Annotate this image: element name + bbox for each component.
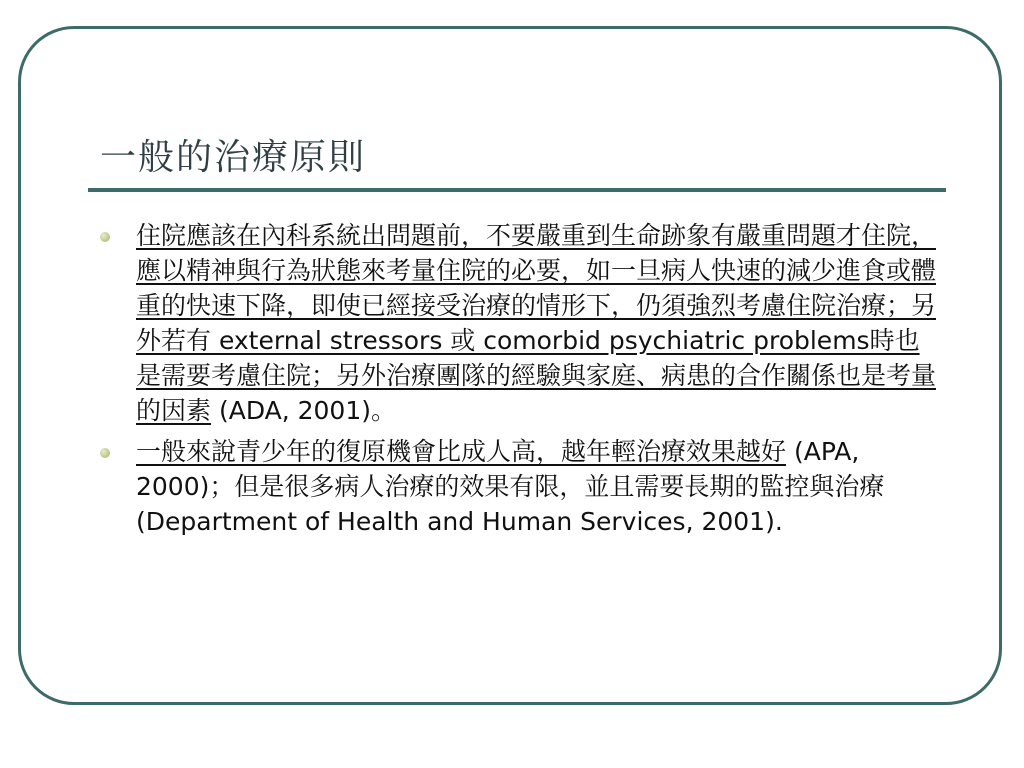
- bullet-underlined-text: 住院應該在內科系統出問題前，不要嚴重到生命跡象有嚴重問題才住院，應以精神與行為狀態來考量住院的必要，如一旦病人快速的減少進食或體重的快速下降，即使已經接受治療的情形下，仍須強烈考慮住院治療；另外若有 external stressors 或 comorbid psychiatric problems時也是需要考慮住院；另外治療團隊的經驗與家庭、病患的合作關係也是考量的因素: [136, 221, 937, 425]
- slide-title: 一般的治療原則: [100, 137, 367, 178]
- bullet-icon: [100, 232, 110, 242]
- title-divider: [88, 188, 946, 192]
- bullet-text: [136, 218, 942, 428]
- bullet-text: [136, 434, 942, 539]
- bullet-underlined-text: 一般來說青少年的復原機會比成人高，越年輕治療效果越好: [136, 437, 787, 466]
- bullet-trailing-text: (APA, 2000)；但是很多病人治療的效果有限，並且需要長期的監控與治療 (Department of Health and Human Services, 2001).: [136, 437, 885, 536]
- bullet-item: [96, 434, 942, 539]
- bullet-list: [96, 218, 942, 545]
- bullet-citation-text: (ADA, 2001)。: [211, 396, 397, 425]
- bullet-item: [96, 218, 942, 428]
- bullet-icon: [100, 448, 110, 458]
